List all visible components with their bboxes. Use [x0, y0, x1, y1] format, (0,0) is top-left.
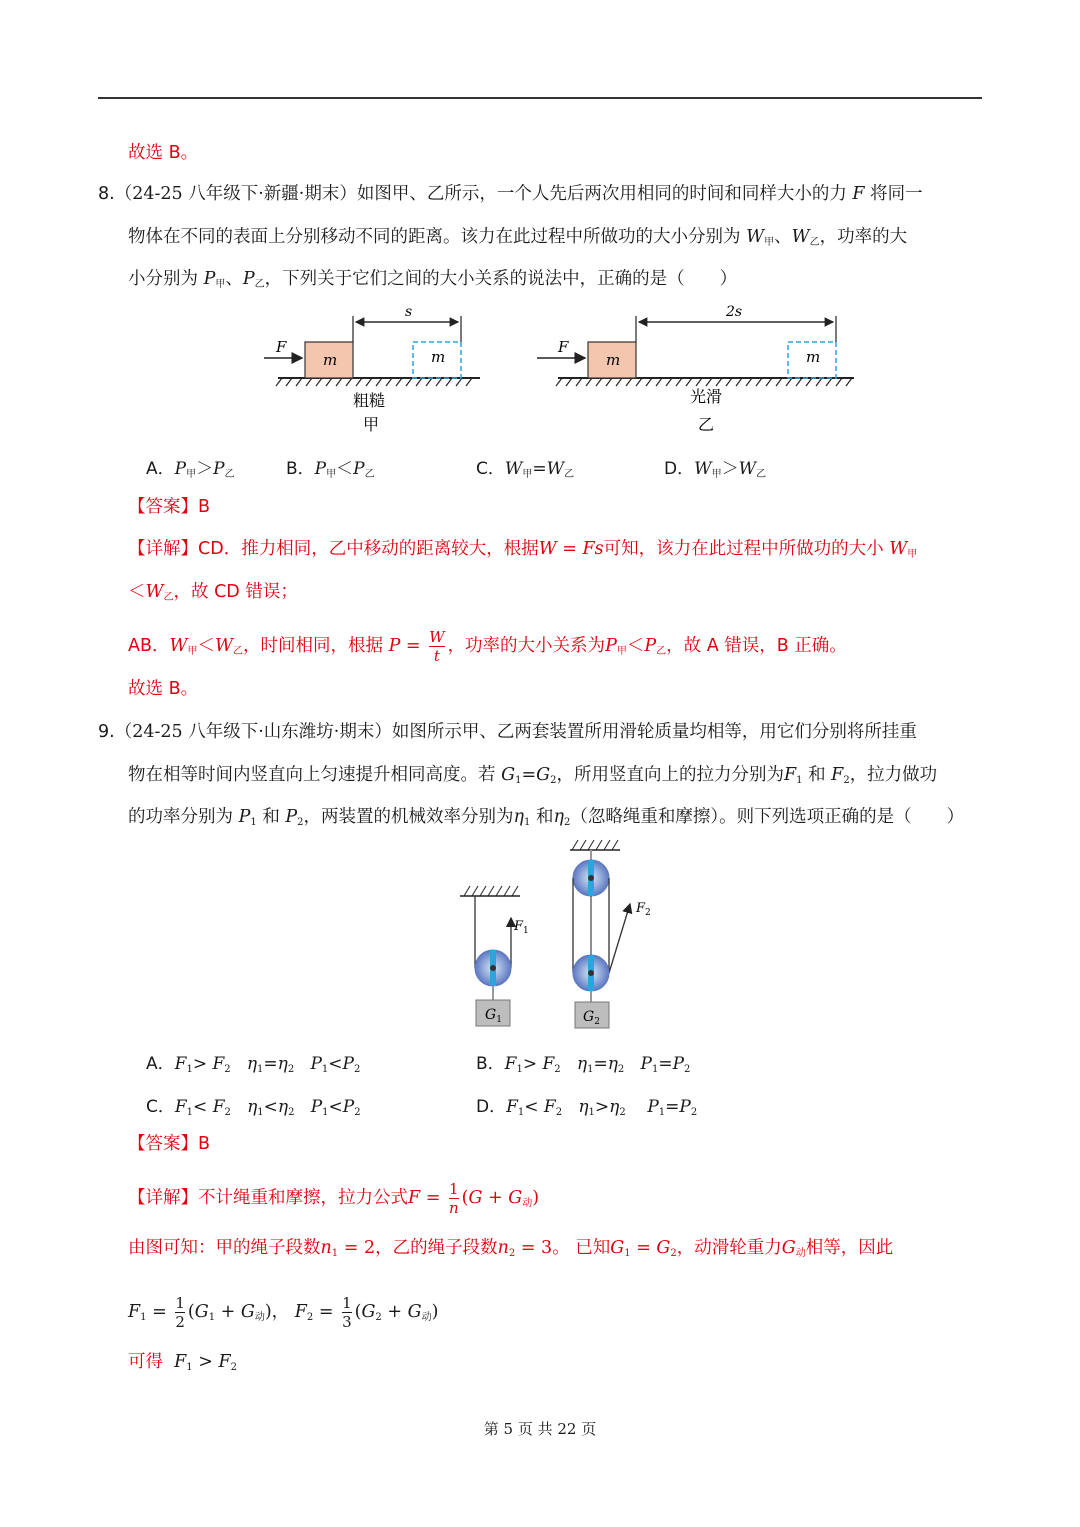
q8-option-b[interactable]: B．$P_甲<P_乙$ [286, 459, 375, 480]
q9-detail-line1: 【详解】不计绳重和摩擦，拉力公式F = $\frac{1}{n}$ $(G + G_动)$ [128, 1180, 540, 1217]
page-footer: 第 5 页 共 22 页 [483, 1420, 597, 1438]
q8-conclusion: 故选 B。 [128, 679, 199, 699]
q8-caption-left: 甲 [363, 415, 380, 434]
q8-detail-line1: 【详解】CD．推力相同，乙中移动的距离较大，根据W = Fs可知，该力在此过程中所做功的大小 $W_甲$ [128, 539, 918, 560]
q9-option-b[interactable]: B．$F_1> F_2$ $\eta_1=\eta_2$ $P_1=P_2$ [476, 1054, 691, 1075]
q9-g2-label: $G_2$ [583, 1009, 600, 1027]
q9-f2-label: $F_2$ [636, 901, 651, 918]
q9-option-c[interactable]: C．$F_1< F_2$ $\eta_1<\eta_2$ $P_1<P_2$ [146, 1097, 361, 1118]
q9-stem-line3: 的功率分别为 $P_1$ 和 $P_2$，两装置的机械效率分别为$\eta_1$ 和$\eta_2$（忽略绳重和摩擦）。则下列选项正确的是（ ） [128, 807, 965, 828]
q9-setup-jia [460, 886, 529, 1026]
q8-dist-right: 2s [726, 304, 743, 320]
q9-option-a[interactable]: A．$F_1> F_2$ $\eta_1=\eta_2$ $P_1<P_2$ [146, 1054, 361, 1075]
q9-answer: 【答案】B [128, 1134, 211, 1154]
q8-detail-line2: $<W_乙$，故 CD 错误； [128, 582, 298, 603]
q8-ghost-right-label: m [806, 348, 821, 366]
prev-conclusion: 故选 B。 [128, 143, 199, 163]
q9-setup-yi [570, 840, 651, 1028]
q9-f1-label: $F_1$ [514, 919, 529, 936]
q8-force-label-right: F [558, 338, 569, 356]
q8-figure-right [537, 304, 854, 434]
q9-g1-label: $G_1$ [485, 1007, 502, 1025]
q9-stem-line2: 物在相等时间内竖直向上匀速提升相同高度。若 $G_1=G_2$，所用竖直向上的拉力分别为$F_1$ 和 $F_2$，拉力做功 [128, 765, 938, 786]
q8-block-right-label: m [606, 351, 621, 369]
q8-stem-line1: 8.（24-25 八年级下·新疆·期末）如图甲、乙所示，一个人先后两次用相同的时间和同样大小的力 F 将同一 [98, 184, 923, 204]
header-rule [98, 97, 982, 99]
q8-detail-line3: AB．$W_甲<W_乙$，时间相同，根据 P = $\frac{W}{t}$ ，功率的大小关系为$P_甲<P_乙$，故 A 错误，B 正确。 [128, 628, 847, 665]
q8-block-left-label: m [323, 351, 338, 369]
q9-detail-line2: 由图可知：甲的绳子段数$n_1 = 2$，乙的绳子段数$n_2 = 3$。 已知$G_1 = G_2$，动滑轮重力$G_动$相等，因此 [128, 1238, 894, 1259]
q9-option-d[interactable]: D．$F_1< F_2$ $\eta_1>\eta_2$ $P_1=P_2$ [476, 1097, 698, 1118]
q8-dist-left: s [405, 304, 413, 320]
q8-surface-right: 光滑 [690, 387, 723, 406]
q9-detail-line4: 可得 $F_1 > F_2$ [128, 1352, 237, 1373]
q8-surface-left: 粗糙 [353, 391, 386, 410]
q8-caption-right: 乙 [698, 415, 715, 434]
q8-stem-line3: 小分别为 $P_甲$、$P_乙$，下列关于它们之间的大小关系的说法中，正确的是（ ） [128, 269, 738, 290]
q8-figure [250, 300, 870, 440]
q8-option-a[interactable]: A．$P_甲>P_乙$ [146, 459, 235, 480]
q9-figure [450, 838, 670, 1038]
q8-figure-left [264, 304, 480, 434]
q8-stem-line2: 物体在不同的表面上分别移动不同的距离。该力在此过程中所做功的大小分别为 $W_甲$、$W_乙$，功率的大 [128, 227, 908, 248]
q8-option-d[interactable]: D．$W_甲>W_乙$ [664, 459, 767, 480]
q8-ghost-left-label: m [431, 348, 446, 366]
q8-force-label-left: F [276, 338, 287, 356]
q8-option-c[interactable]: C．$W_甲=W_乙$ [476, 459, 575, 480]
q9-stem-line1: 9.（24-25 八年级下·山东潍坊·期末）如图所示甲、乙两套装置所用滑轮质量均相等，用它们分别将所挂重 [98, 722, 917, 742]
q9-detail-line3: $F_1$ = $\frac{1}{2}$ $(G_1 + G_动)$， $F_2$ = $\frac{1}{3}$ $(G_2 + G_动)$ [128, 1294, 439, 1331]
q8-answer: 【答案】B [128, 497, 211, 517]
